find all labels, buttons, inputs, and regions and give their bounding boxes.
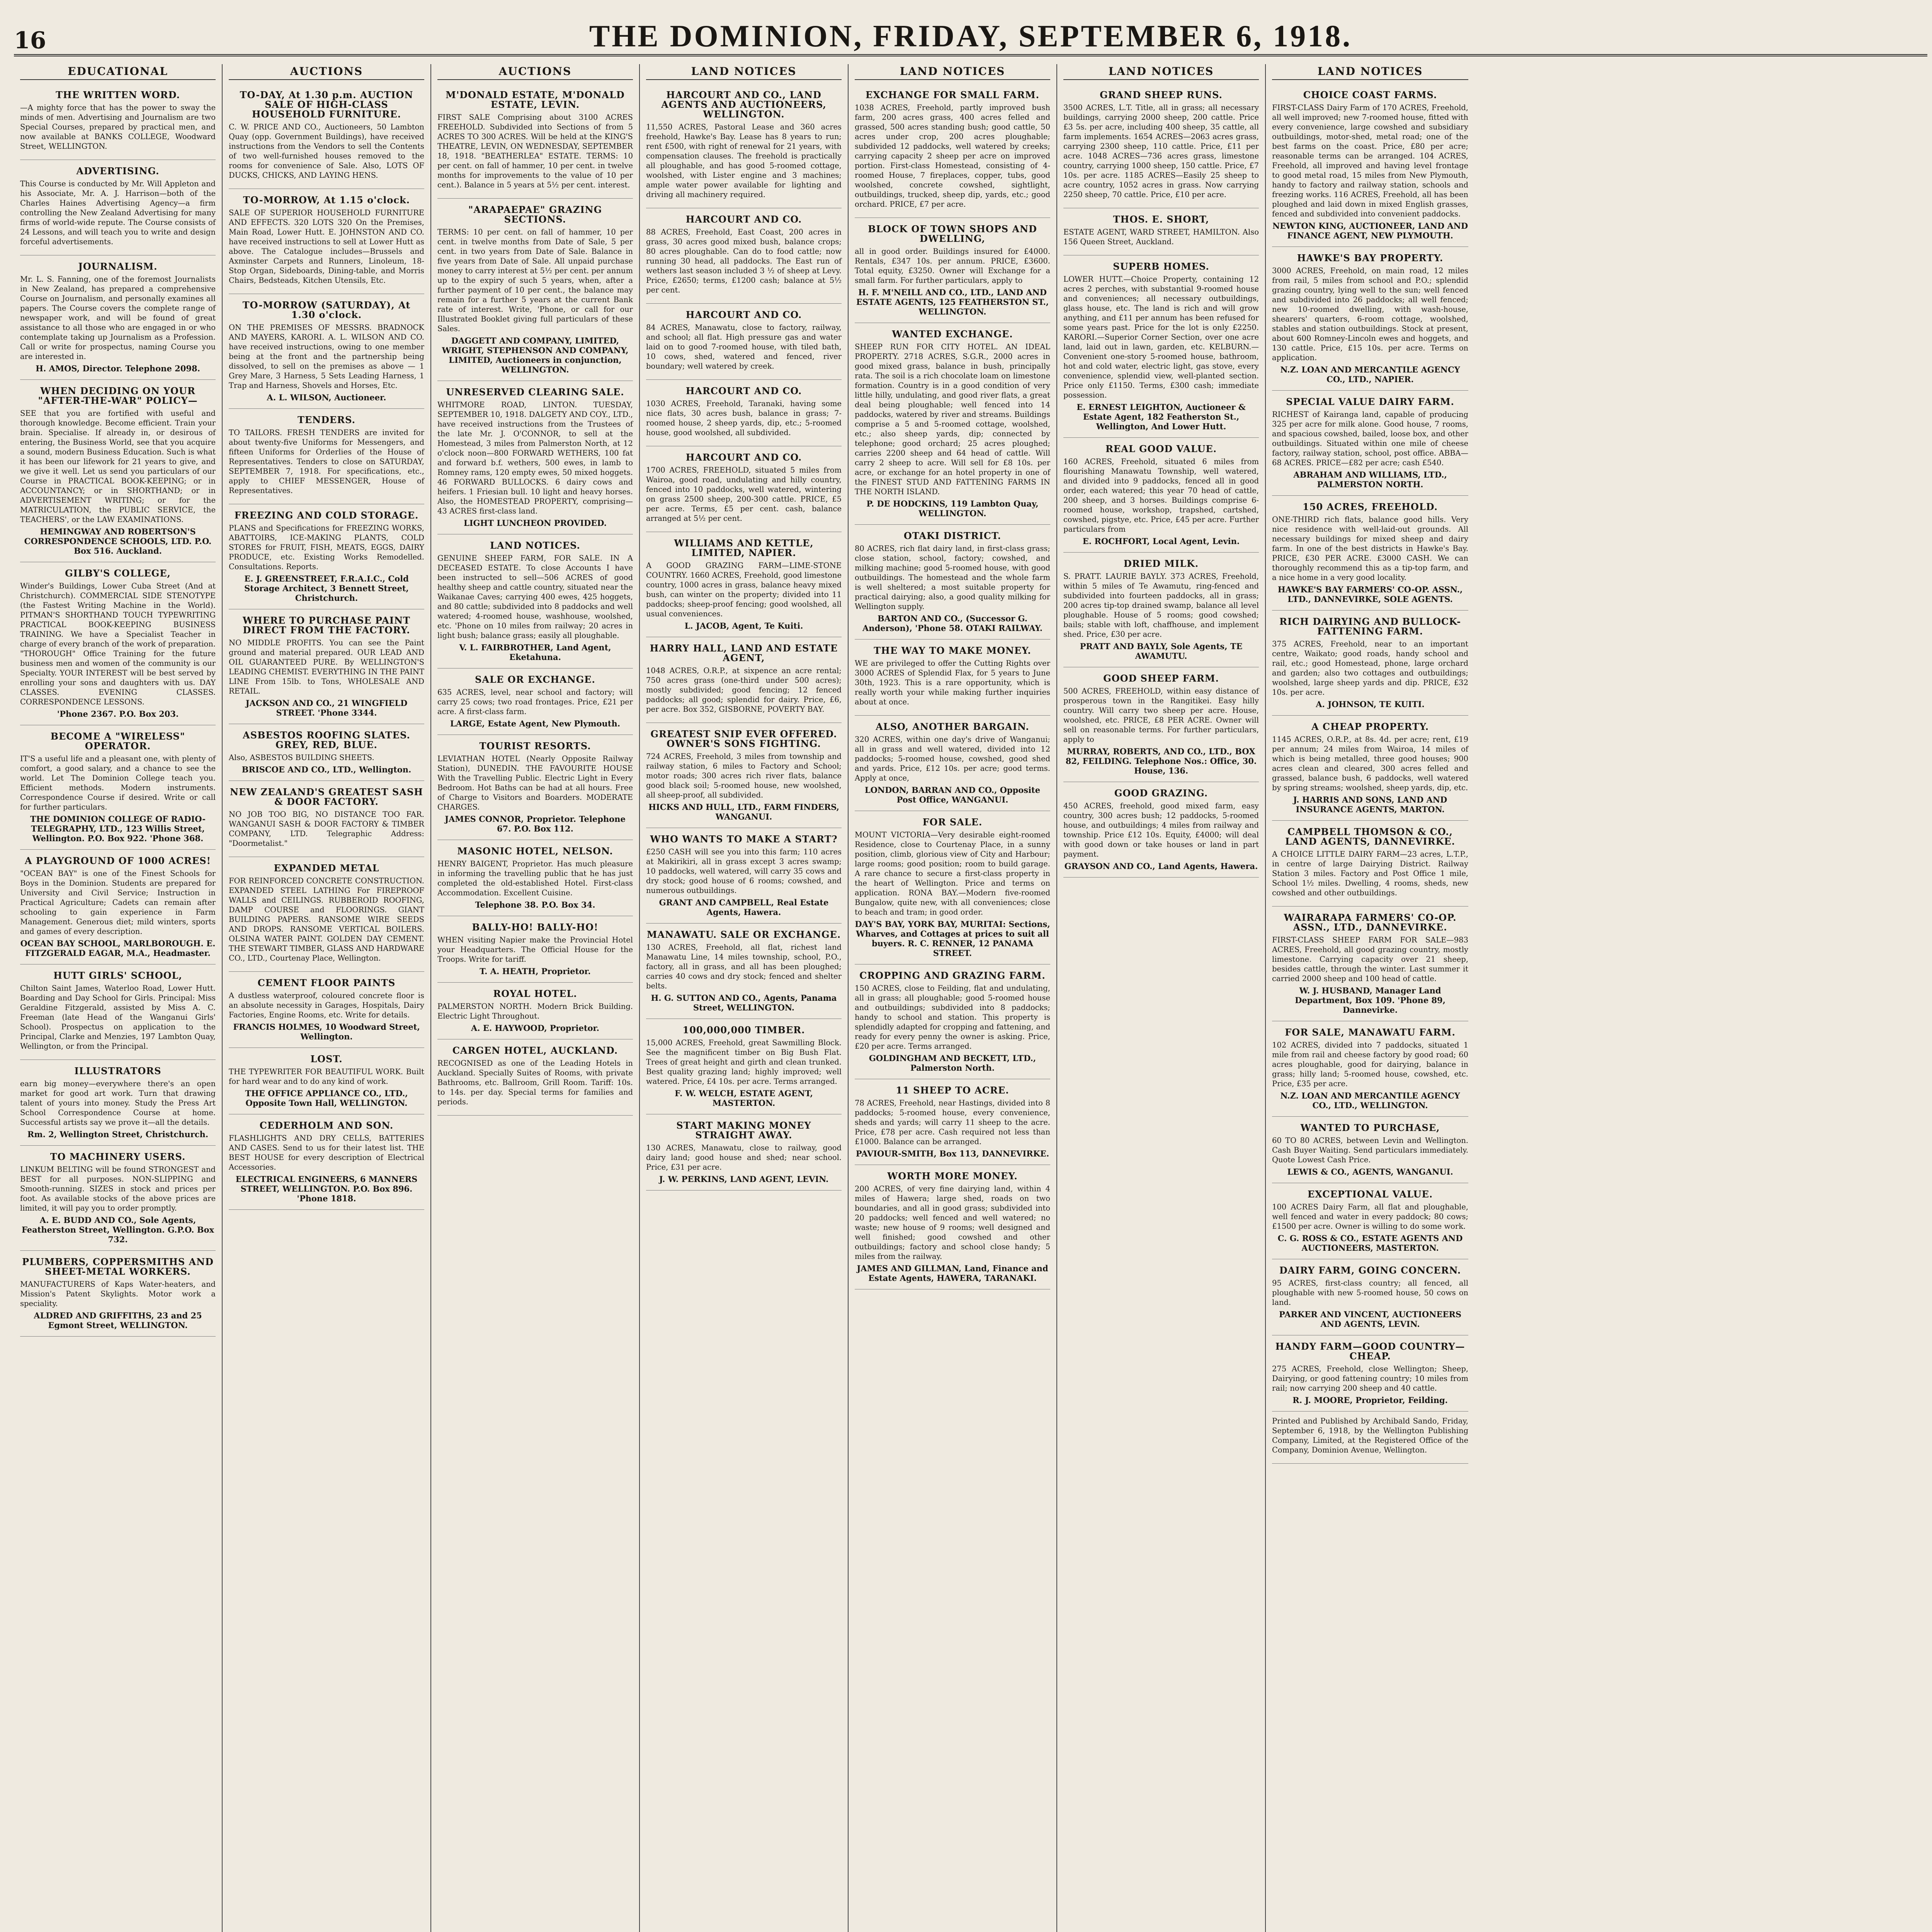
advertisement xyxy=(20,725,216,850)
ad-signature: E. J. GREENSTREET, F.R.A.I.C., Cold Storage Architect, 3 Bennett Street, Christchurch. xyxy=(244,574,409,603)
ad-signature: THE DOMINION COLLEGE OF RADIO-TELEGRAPHY, LTD., 123 Willis Street, Wellington. P.O. Box 922. 'Phone 368. xyxy=(30,814,206,843)
masthead xyxy=(14,8,1927,56)
column-4 xyxy=(640,64,849,1932)
ad-signature: FRANCIS HOLMES, 10 Woodward Street, Wellington. xyxy=(233,1022,420,1041)
ad-title: FOR SALE. xyxy=(922,816,983,828)
ad-title: WANTED EXCHANGE. xyxy=(892,328,1013,340)
ad-title: FREEZING AND COLD STORAGE. xyxy=(234,510,419,521)
ad-signature: F. W. WELCH, ESTATE AGENT, MASTERTON. xyxy=(675,1088,813,1108)
column-heading: LAND NOTICES xyxy=(1063,64,1259,80)
ad-title: WHEN DECIDING ON YOUR "AFTER-THE-WAR" POLICY— xyxy=(38,385,198,406)
ad-body: C. W. PRICE AND CO., Auctioneers, 50 Lambton Quay (opp. Government Buildings), have received instructions from the Vendors to sell the Contents of two well-furnished houses removed to the rooms for convenience of Sale. Also, LOTS OF DUCKS, CHICKS, AND LAYING HENS. xyxy=(229,122,424,180)
ad-title: TENDERS. xyxy=(298,414,355,425)
ad-signature: C. G. ROSS & CO., ESTATE AGENTS AND AUCTIONEERS, MASTERTON. xyxy=(1277,1233,1463,1253)
ad-body: This Course is conducted by Mr. Will Appleton and his Associate, Mr. A. J. Harrison—both of the Charles Haines Advertising Agency—a firm controlling the New Zealand Advertising for many firms of world-wide repute. The Course consists of 24 Lessons, and will teach you to write and design forceful advertisements. xyxy=(20,179,216,246)
ad-body: LOWER HUTT.—Choice Property, containing 12 acres 2 perches, with substantial 9-roomed house and conveniences; all necessary outbuildings, glass house, etc. The land is rich and will grow anything, and £11 per annum has been refused for some years past. Price for the lot is only £2250. KARORI.—Superior Corner Section, over one acre land, laid out in lawn, garden, etc. KELBURN.—Convenient one-story 5-roomed house, bathroom, hot and cold water, electric light, gas stove, every convenience, splendid view, well-planted section. Price only £1150. Terms, £300 cash; immediate possession. xyxy=(1063,275,1259,400)
ad-title: WAIRARAPA FARMERS' CO-OP. ASSN., LTD., DANNEVIRKE. xyxy=(1284,912,1457,933)
advertisement xyxy=(1063,208,1259,255)
ad-signature: E. ERNEST LEIGHTON, Auctioneer & Estate Agent, 182 Featherston St., Wellington, And Lower Hutt. xyxy=(1077,402,1246,431)
ad-body: 200 ACRES, of very fine dairying land, within 4 miles of Hawera; large shed, roads on two boundaries, and all in good grass; subdivided into 20 paddocks; well fenced and well watered; no waste; new house of 9 rooms; well designed and well finished; good cowshed and other outbuildings; factory and school close handy; 5 miles from the railway. xyxy=(855,1184,1050,1261)
ad-body: 60 TO 80 ACRES, between Levin and Wellington. Cash Buyer Waiting. Send particulars immediately. Quote Lowest Cash Price. xyxy=(1272,1136,1468,1164)
ad-title: THE WAY TO MAKE MONEY. xyxy=(874,645,1031,656)
ad-body: A GOOD GRAZING FARM—LIME-STONE COUNTRY. 1660 ACRES, Freehold, good limestone country, 1000 acres in grass, balance heavy mixed bush, can winter on the property; divided into 11 paddocks; sheep-proof fencing; good woolshed, all usual conveniences. xyxy=(646,561,842,618)
ad-title: HARRY HALL, LAND AND ESTATE AGENT, xyxy=(650,643,838,663)
ad-signature: BARTON AND CO., (Successor G. Anderson), 'Phone 58. OTAKI RAILWAY. xyxy=(862,614,1043,633)
ad-signature: ELECTRICAL ENGINEERS, 6 MANNERS STREET, WELLINGTON. P.O. Box 896. 'Phone 1818. xyxy=(235,1174,418,1203)
ad-body: 11,550 ACRES, Pastoral Lease and 360 acres freehold, Hawke's Bay. Lease has 8 years to run; rent £500, with right of renewal for 21 years, with compensation clauses. The freehold is practically all ploughable, and has good 5-roomed cottage, woolshed, with Lister engine and 3 machines; ample water power available for lighting and driving all machinery required. xyxy=(646,122,842,199)
advertisement xyxy=(20,160,216,255)
advertisement xyxy=(229,84,424,189)
ad-signature: NEWTON KING, AUCTIONEER, LAND AND FINANCE AGENT, NEW PLYMOUTH. xyxy=(1272,221,1468,240)
ad-body: 130 ACRES, Freehold, all flat, richest land Manawatu Line, 14 miles township, school, P.O., factory, all in grass, and all has been ploughed; carries 40 cows and dry stock; fenced and shelter belts. xyxy=(646,943,842,990)
ad-signature: H. G. SUTTON AND CO., Agents, Panama Street, WELLINGTON. xyxy=(651,993,837,1012)
ad-body: 1030 ACRES, Freehold, Taranaki, having some nice flats, 30 acres bush, balance in grass; 7-roomed house, 2 sheep yards, dip, etc.; 5-roomed house, good woolshed, all subdivided. xyxy=(646,399,842,437)
ad-title: THOS. E. SHORT, xyxy=(1113,214,1209,225)
ad-title: "ARAPAEPAE" GRAZING SECTIONS. xyxy=(468,204,602,225)
ad-body: 88 ACRES, Freehold, East Coast, 200 acres in grass, 30 acres good mixed bush, balance crops; 80 acres ploughable. Can do to food cattle; now running 30 head, all paddocks. The East run of wethers last season included 3 ½ of sheep at Levy. Price, £2650; terms, £1200 cash; balance at 5½ per cent. xyxy=(646,228,842,294)
advertisement xyxy=(1063,84,1259,208)
ad-body: 1038 ACRES, Freehold, partly improved bush farm, 200 acres grass, 400 acres felled and grassed, 500 acres standing bush; good cattle, 50 acres under crop, 200 acres ploughable; subdivided 12 paddocks, well watered by creeks; carrying capacity 2 sheep per acre on improved portion. First-class Homestead, consisting of 4-roomed House, 7 fireplaces, copper, tubs, good woolshed, concrete cowshed, sightlight, outbuildings, trucked, sheep dip, yards, etc.; good orchard. PRICE, £7 per acre. xyxy=(855,103,1050,209)
advertisement xyxy=(855,964,1050,1079)
ad-body: —A mighty force that has the power to sway the minds of men. Advertising and Journalism are two Special Courses, prepared by practical men, and now available at BANKS COLLEGE, Woodward Street, WELLINGTON. xyxy=(20,103,216,151)
ad-body: 375 ACRES, Freehold, near to an important centre, Waikato; good roads, handy school and rail, etc.; good Homestead, phone, large orchard and garden; also two cottages and outbuildings; woolshed, large sheep yards and dip. PRICE, £32 10s. per acre. xyxy=(1272,639,1468,697)
advertisement xyxy=(855,525,1050,639)
ad-title: HARCOURT AND CO., LAND AGENTS AND AUCTIONEERS, WELLINGTON. xyxy=(661,89,827,120)
advertisement xyxy=(20,850,216,964)
ad-title: CARGEN HOTEL, AUCKLAND. xyxy=(452,1045,618,1056)
advertisement xyxy=(437,534,633,668)
ad-body: TO TAILORS. FRESH TENDERS are invited for about twenty-five Uniforms for Messengers, and fifteen Uniforms for Orderlies of the House of Representatives. Tenders to close on SATURDAY, SEPTEMBER 7, 1918. For specifications, etc., apply to CHIEF MESSENGER, House of Representatives. xyxy=(229,428,424,495)
advertisement xyxy=(229,857,424,972)
ad-title: MASONIC HOTEL, NELSON. xyxy=(457,845,613,857)
ad-signature: L. JACOB, Agent, Te Kuiti. xyxy=(684,621,803,631)
ad-body: NO MIDDLE PROFITS. You can see the Paint ground and material prepared. OUR LEAD AND OIL GUARANTEED PURE. By WELLINGTON'S LEADING CHEMIST. EVERYTHING IN THE PAINT LINE From 15lb. to Tons, WHOLESALE AND RETAIL. xyxy=(229,638,424,696)
advertisement xyxy=(229,409,424,504)
advertisement xyxy=(646,723,842,828)
ad-title: EXCEPTIONAL VALUE. xyxy=(1307,1189,1433,1200)
ad-title: JOURNALISM. xyxy=(78,261,158,272)
column-grid xyxy=(14,64,1927,1932)
advertisement xyxy=(1063,553,1259,667)
ad-body: 1700 ACRES, FREEHOLD, situated 5 miles from Wairoa, good road, undulating and hilly country, fenced into 10 paddocks, well watered, wintering on grass 2500 sheep, 200-300 cattle. PRICE, £5 per acre. Terms, £5 per cent. cash, balance arranged at 5½ per cent. xyxy=(646,466,842,523)
advertisement xyxy=(646,304,842,380)
ad-signature: JACKSON AND CO., 21 WINGFIELD STREET. 'Phone 3344. xyxy=(245,698,408,718)
advertisement xyxy=(646,1019,842,1114)
advertisement xyxy=(1272,1259,1468,1335)
ad-signature: PRATT AND BAYLY, Sole Agents, TE AWAMUTU. xyxy=(1080,641,1243,661)
ad-signature: J. HARRIS AND SONS, LAND AND INSURANCE AGENTS, MARTON. xyxy=(1293,795,1447,814)
ad-signature: PARKER AND VINCENT, AUCTIONEERS AND AGENTS, LEVIN. xyxy=(1279,1310,1462,1329)
newspaper-title: THE DOMINION, FRIDAY, SEPTEMBER 6, 1918. xyxy=(589,19,1352,53)
ad-signature: N.Z. LOAN AND MERCANTILE AGENCY CO., LTD., WELLINGTON. xyxy=(1280,1091,1460,1110)
ad-body: FLASHLIGHTS AND DRY CELLS, BATTERIES AND CASES. Send to us for their latest list. THE BEST HOUSE for every description of Electrical Accessories. xyxy=(229,1134,424,1172)
ad-title: ASBESTOS ROOFING SLATES. GREY, RED, BLUE. xyxy=(243,730,410,750)
ad-body: LEVIATHAN HOTEL (Nearly Opposite Railway Station), DUNEDIN. THE FAVOURITE HOUSE With the Travelling Public. Electric Light in Every Bedroom. Hot Baths can be had at all hours. Free of Charge to Visitors and Boarders. MODERATE CHARGES. xyxy=(437,754,633,811)
advertisement xyxy=(229,1048,424,1114)
ad-title: BECOME A "WIRELESS" OPERATOR. xyxy=(50,731,185,752)
ad-signature: W. J. HUSBAND, Manager Land Department, Box 109. 'Phone 89, Dannevirke. xyxy=(1295,986,1446,1015)
ad-body: HENRY BAIGENT, Proprietor. Has much pleasure in informing the travelling public that he has just completed the old-established Hotel. First-class Accommodation. Excellent Cuisine. xyxy=(437,859,633,897)
ad-title: UNRESERVED CLEARING SALE. xyxy=(446,386,624,398)
ad-title: CAMPBELL THOMSON & CO., LAND AGENTS, DANNEVIRKE. xyxy=(1285,826,1455,847)
ad-body: "OCEAN BAY" is one of the Finest Schools for Boys in the Dominion. Students are prepared for University and Civil Service; Instruction in Practical Agriculture; Cadets can remain after schooling to gain experience in Farm Management. Generous diet; mild winters, sports and games of every description. xyxy=(20,869,216,936)
ad-title: WANTED TO PURCHASE, xyxy=(1300,1122,1440,1133)
advertisement xyxy=(855,1165,1050,1289)
advertisement xyxy=(437,840,633,916)
ad-body: FIRST-CLASS SHEEP FARM FOR SALE—983 ACRES, Freehold, all good grazing country, mostly limestone. Carrying capacity over 21 sheep, besides cattle, through the winter. Last summer it carried 2000 sheep and 100 head of cattle. xyxy=(1272,935,1468,983)
ad-title: WHO WANTS TO MAKE A START? xyxy=(650,833,838,845)
ad-title: DRIED MILK. xyxy=(1123,558,1199,569)
advertisement xyxy=(1063,782,1259,878)
ad-title: WHERE TO PURCHASE PAINT DIRECT FROM THE FACTORY. xyxy=(243,615,410,636)
advertisement xyxy=(1272,1335,1468,1412)
ad-signature: H. F. M'NEILL AND CO., LTD., LAND AND ESTATE AGENTS, 125 FEATHERSTON ST., WELLINGTON. xyxy=(856,287,1049,316)
ad-title: LOST. xyxy=(310,1053,343,1065)
advertisement xyxy=(855,639,1050,716)
advertisement xyxy=(646,446,842,532)
ad-signature: OCEAN BAY SCHOOL, MARLBOROUGH. E. FITZGERALD EAGAR, M.A., Headmaster. xyxy=(20,939,216,958)
ad-title: ALSO, ANOTHER BARGAIN. xyxy=(876,721,1029,732)
ad-title: SALE OR EXCHANGE. xyxy=(475,674,595,685)
ad-title: GILBY'S COLLEGE, xyxy=(65,568,171,579)
ad-body: WHITMORE ROAD, LINTON. TUESDAY, SEPTEMBER 10, 1918. DALGETY AND COY., LTD., have received instructions from the Trustees of the late Mr. J. O'CONNOR, to sell at the Homestead, 3 miles from Palmerston North, at 12 o'clock noon—800 FORWARD WETHERS, 100 fat and forward b.f. wethers, 500 ewes, in lamb to Romney rams, 120 empty ewes, 50 mixed hoggets. 46 FORWARD BULLOCKS. 6 dairy cows and heifers. 1 Friesian bull. 10 light and heavy horses. Also, the HOMESTEAD PROPERTY, comprising—43 ACRES first-class land. xyxy=(437,400,633,515)
ad-title: HARCOURT AND CO. xyxy=(685,214,802,225)
column-heading: AUCTIONS xyxy=(229,64,424,80)
ad-signature: GRANT AND CAMPBELL, Real Estate Agents, Hawera. xyxy=(659,898,829,917)
ad-body: PLANS and Specifications for FREEZING WORKS, ABATTOIRS, ICE-MAKING PLANTS, COLD STORES for FRUIT, FISH, MEATS, EGGS, DAIRY PRODUCE, etc. Existing Works Remodelled. Consultations. Reports. xyxy=(229,524,424,571)
page-number: 16 xyxy=(14,27,46,54)
advertisement xyxy=(229,1114,424,1210)
ad-title: HAWKE'S BAY PROPERTY. xyxy=(1297,252,1444,264)
ad-title: 150 ACRES, FREEHOLD. xyxy=(1303,501,1438,512)
ad-signature: A. E. HAYWOOD, Proprietor. xyxy=(471,1023,599,1033)
column-heading: LAND NOTICES xyxy=(855,64,1050,80)
advertisement xyxy=(1272,1117,1468,1183)
ad-title: CEMENT FLOOR PAINTS xyxy=(257,977,396,988)
ad-signature: N.Z. LOAN AND MERCANTILE AGENCY CO., LTD., NAPIER. xyxy=(1280,365,1460,384)
ad-title: DAIRY FARM, GOING CONCERN. xyxy=(1279,1265,1461,1276)
ad-title: A PLAYGROUND OF 1000 ACRES! xyxy=(24,855,211,866)
advertisement xyxy=(20,1146,216,1251)
advertisement xyxy=(229,504,424,609)
ad-signature: LIGHT LUNCHEON PROVIDED. xyxy=(463,518,607,528)
ad-title: OTAKI DISTRICT. xyxy=(903,530,1002,541)
ad-signature: T. A. HEATH, Proprietor. xyxy=(480,966,591,976)
advertisement xyxy=(1063,255,1259,438)
advertisement xyxy=(229,781,424,857)
ad-title: RICH DAIRYING AND BULLOCK-FATTENING FARM. xyxy=(1279,616,1461,637)
ad-title: EXPANDED METAL xyxy=(274,862,379,874)
advertisement xyxy=(20,1060,216,1146)
ad-body: 78 ACRES, Freehold, near Hastings, divided into 8 paddocks; 5-roomed house, every convenience, sheds and yards; will carry 11 sheep to the acre. Price, £78 per acre. Cash required not less than £1000. Balance can be arranged. xyxy=(855,1099,1050,1146)
advertisement xyxy=(229,972,424,1048)
ad-body: 95 ACRES, first-class country; all fenced, all ploughable with new 5-roomed house, 50 cows on land. xyxy=(1272,1279,1468,1307)
ad-body: 150 ACRES, close to Feilding, flat and undulating, all in grass; all ploughable; good 5-roomed house and outbuildings; subdivided into 8 paddocks; handy to school and station. This property is splendidly adapted for cropping and fattening, and ready for every penny the owner is asking. Price, £20 per acre. Terms arranged. xyxy=(855,984,1050,1051)
advertisement xyxy=(437,983,633,1039)
advertisement xyxy=(646,1114,842,1190)
advertisement xyxy=(1272,821,1468,906)
advertisement xyxy=(229,189,424,294)
advertisement xyxy=(437,199,633,381)
ad-title: LAND NOTICES. xyxy=(490,540,580,551)
ad-body: £250 CASH will see you into this farm; 110 acres at Makirikiri, all in grass except 3 acres swamp; 10 paddocks, well watered, will carry 35 cows and dry stock; good house of 6 rooms; cowshed, and numerous outbuildings. xyxy=(646,847,842,895)
ad-signature: LEWIS & CO., AGENTS, WANGANUI. xyxy=(1287,1167,1453,1177)
ad-body: Printed and Published by Archibald Sando, Friday, September 6, 1918, by the Wellington Publishing Company, Limited, at the Registered Office of the Company, Dominion Avenue, Wellington. xyxy=(1272,1417,1468,1454)
ad-signature: LONDON, BARRAN AND CO., Opposite Post Office, WANGANUI. xyxy=(864,785,1041,804)
ad-title: BLOCK OF TOWN SHOPS AND DWELLING, xyxy=(868,223,1037,244)
ad-body: 3000 ACRES, Freehold, on main road, 12 miles from rail, 5 miles from school and P.O.; splendid grazing country, lying well to the sun; well fenced and subdivided into 26 paddocks; all well fenced; new 10-roomed dwelling, with wash-house, shearers' quarters, 6-room cottage, woolshed, stables and station outbuildings. Stock at present, about 600 Romney-Lincoln ewes and hoggets, and 130 cattle. Price, £15 10s. per acre. Terms on application. xyxy=(1272,266,1468,362)
ad-signature: 'Phone 2367. P.O. Box 203. xyxy=(57,709,179,719)
advertisement xyxy=(20,84,216,160)
advertisement xyxy=(1272,611,1468,716)
ad-body: A dustless waterproof, coloured concrete floor is an absolute necessity in Garages, Hospitals, Dairy Factories, Engine Rooms, etc. Write for details. xyxy=(229,991,424,1019)
ad-title: HARCOURT AND CO. xyxy=(685,385,802,396)
ad-signature: E. ROCHFORT, Local Agent, Levin. xyxy=(1082,536,1240,546)
ad-signature: Rm. 2, Wellington Street, Christchurch. xyxy=(27,1129,209,1139)
advertisement xyxy=(437,916,633,983)
ad-body: RICHEST of Kairanga land, capable of producing 325 per acre for milk alone. Good house, 7 rooms, and spacious cowshed, bailed, loose box, and other outbuildings. Situated within one mile of cheese factory, railway station, school, post office. ABBA—68 ACRES. PRICE—£82 per acre; cash £540. xyxy=(1272,410,1468,467)
advertisement xyxy=(1063,438,1259,553)
ad-signature: A. E. BUDD AND CO., Sole Agents, Featherston Street, Wellington. G.P.O. Box 732. xyxy=(21,1215,214,1244)
ad-signature: P. DE HODCKINS, 119 Lambton Quay, WELLINGTON. xyxy=(866,499,1039,518)
ad-body: SALE OF SUPERIOR HOUSEHOLD FURNITURE AND EFFECTS. 320 LOTS 320 On the Premises, Main Road, Lower Hutt. E. JOHNSTON AND CO. have received instructions to sell at Lower Hutt as above. The Catalogue includes—Brussels and Axminster Carpets and Runners, Linoleum, 18-Stop Organ, Sideboards, Dining-table, and Morris Chairs, Bedsteads, Kitchen Utensils, Etc. xyxy=(229,208,424,285)
advertisement xyxy=(855,811,1050,964)
ad-body: WE are privileged to offer the Cutting Rights over 3000 ACRES of Splendid Flax, for 5 years to June 30th, 1923. This is a rare opportunity, which is really worth your while making further inquiries about at once. xyxy=(855,659,1050,706)
ad-body: all in good order. Buildings insured for £4000. Rentals, £347 10s. per annum. PRICE, £3600. Total equity, £3250. Owner will Exchange for a small farm. For further particulars, apply to xyxy=(855,247,1050,285)
ad-body: Chilton Saint James, Waterloo Road, Lower Hutt. Boarding and Day School for Girls. Principal: Miss Geraldine Fitzgerald, assisted by Miss A. C. Freeman (late Head of the Wanganui Girls' School). Prospectus on application to the Principal, Clarke and Menzies, 197 Lambton Quay, Wellington, or from the Principal. xyxy=(20,984,216,1051)
ad-signature: HAWKE'S BAY FARMERS' CO-OP. ASSN., LTD., DANNEVIRKE, SOLE AGENTS. xyxy=(1277,585,1463,604)
column-3 xyxy=(431,64,640,1932)
ad-title: M'DONALD ESTATE, M'DONALD ESTATE, LEVIN. xyxy=(446,89,625,110)
ad-title: CHOICE COAST FARMS. xyxy=(1303,89,1437,100)
advertisement xyxy=(20,562,216,725)
ad-body: LINKUM BELTING will be found STRONGEST and BEST for all purposes. NON-SLIPPING and Smooth-running. SIZES in stock and prices per foot. As available stocks of the above prices are limited, it will pay you to order promptly. xyxy=(20,1165,216,1213)
ad-signature: Telephone 38. P.O. Box 34. xyxy=(475,900,595,910)
ad-title: GRAND SHEEP RUNS. xyxy=(1100,89,1223,100)
ad-title: HANDY FARM—GOOD COUNTRY—CHEAP. xyxy=(1275,1341,1465,1362)
advertisement xyxy=(646,828,842,923)
ad-signature: BRISCOE AND CO., LTD., Wellington. xyxy=(242,765,412,774)
advertisement xyxy=(1272,496,1468,611)
advertisement xyxy=(646,532,842,637)
ad-body: 102 ACRES, divided into 7 paddocks, situated 1 mile from rail and cheese factory by good road; 60 acres ploughable, good for dairying, balance in grass; hilly land; 5-roomed house, cowshed, etc. Price, £35 per acre. xyxy=(1272,1041,1468,1088)
ad-body: MANUFACTURERS of Kaps Water-heaters, and Mission's Patent Skylights. Motor work a speciality. xyxy=(20,1280,216,1308)
ad-body: 15,000 ACRES, Freehold, great Sawmilling Block. See the magnificent timber on Big Bush Flat. Trees of great height and girth and clean trunked. Best quality grazing land; highly improved; well watered. Price, £4 10s. per acre. Terms arranged. xyxy=(646,1038,842,1086)
ad-body: GENUINE SHEEP FARM, FOR SALE. IN A DECEASED ESTATE. To close Accounts I have been instructed to sell—506 ACRES of good healthy sheep and cattle country, situated near the Waikanae Caves; carrying 400 ewes, 425 hoggets, and 80 cattle; subdivided into 8 paddocks and well watered; 4-roomed house, washhouse, woolshed, etc. 'Phone on 10 miles from railway; 20 acres in light bush; balance grass; easily all ploughable. xyxy=(437,554,633,640)
ad-body: 275 ACRES, Freehold, close Wellington; Sheep, Dairying, or good fattening country; 10 miles from rail; now carrying 200 sheep and 40 cattle. xyxy=(1272,1364,1468,1393)
advertisement xyxy=(437,1039,633,1116)
ad-title: TOURIST RESORTS. xyxy=(479,740,591,752)
advertisement xyxy=(1272,84,1468,247)
advertisement xyxy=(20,380,216,562)
advertisement xyxy=(646,923,842,1019)
ad-title: GOOD SHEEP FARM. xyxy=(1103,673,1219,684)
ad-title: THE WRITTEN WORD. xyxy=(56,89,180,100)
ad-body: NO JOB TOO BIG, NO DISTANCE TOO FAR. WANGANUI SASH & DOOR FACTORY & TIMBER COMPANY, LTD. Telegraphic Address: "Doormetalist." xyxy=(229,810,424,848)
ad-body: 100 ACRES Dairy Farm, all flat and ploughable, well fenced and water in every paddock; 80 cows; £1500 per acre. Owner is willing to do some work. xyxy=(1272,1202,1468,1231)
ad-body: Winder's Buildings, Lower Cuba Street (And at Christchurch). COMMERCIAL SIDE STENOTYPE (the Fastest Writing Machine in the World). PITMAN'S SHORTHAND TOUCH TYPEWRITING PRACTICAL BOOK-KEEPING BUSINESS TRAINING. We have a Specialist Teacher in charge of every branch of the work of preparation. "THOROUGH" Office Training for the future business men and women of the community is our Specialty. YOUR INTEREST will be best served by enrolling your sons and daughters with us. DAY CLASSES. EVENING CLASSES. CORRESPONDENCE LESSONS. xyxy=(20,582,216,706)
advertisement xyxy=(229,609,424,724)
ad-signature: A. JOHNSON, TE KUITI. xyxy=(1316,699,1425,709)
ad-title: SPECIAL VALUE DAIRY FARM. xyxy=(1286,396,1454,407)
ad-body: TERMS: 10 per cent. on fall of hammer, 10 per cent. in twelve months from Date of Sale, 5 per cent. in two years from Date of Sale. Balance in five years from Date of Sale. All unpaid purchase money to carry interest at 5½ per cent. per annum up to the expiry of such 5 years, when, after a further payment of 10 per cent., the balance may remain for a further 5 years at the current Bank rate of interest. Write, 'Phone, or call for our Illustrated Booklet giving full particulars of these Sales. xyxy=(437,228,633,333)
column-heading: LAND NOTICES xyxy=(1272,64,1468,80)
column-7 xyxy=(1266,64,1475,1932)
advertisement xyxy=(646,208,842,304)
column-1 xyxy=(14,64,223,1932)
ad-body: 320 ACRES, within one day's drive of Wanganui; all in grass and well watered, divided into 12 paddocks; 5-roomed house, cowshed, good shed and yards. Price, £12 10s. per acre; good terms. Apply at once, xyxy=(855,735,1050,782)
advertisement xyxy=(1272,391,1468,496)
advertisement xyxy=(437,668,633,735)
ad-body: 84 ACRES, Manawatu, close to factory, railway, and school; all flat. High pressure gas and water laid on to good 7-roomed house, with tiled bath, 10 cows, shed, watered and fenced, river boundary; well watered by creek. xyxy=(646,323,842,371)
ad-title: ROYAL HOTEL. xyxy=(493,988,577,999)
column-6 xyxy=(1057,64,1266,1932)
advertisement xyxy=(646,380,842,446)
ad-signature: DAGGETT AND COMPANY, LIMITED, WRIGHT, STEPHENSON AND COMPANY, LIMITED, Auctioneers in conjunction, WELLINGTON. xyxy=(442,336,629,374)
ad-signature: DAY'S BAY, YORK BAY, MURITAI: Sections, Wharves, and Cottages at prices to suit all buyers. R. C. RENNER, 12 PANAMA STREET. xyxy=(855,919,1050,958)
advertisement xyxy=(855,1079,1050,1165)
ad-title: A CHEAP PROPERTY. xyxy=(1311,721,1429,732)
ad-title: GREATEST SNIP EVER OFFERED. OWNER'S SONS FIGHTING. xyxy=(650,728,837,749)
ad-body: 1048 ACRES, O.R.P., at sixpence an acre rental; 750 acres grass (one-third under 500 acres); mostly subdivided; good fencing; 12 fenced paddocks; all good; splendid for dairy. Price, £6, per acre. Box 352, GISBORNE, POVERTY BAY. xyxy=(646,666,842,714)
advertisement xyxy=(229,724,424,781)
ad-title: HARCOURT AND CO. xyxy=(685,452,802,463)
ad-body: THE TYPEWRITER FOR BEAUTIFUL WORK. Built for hard wear and to do any kind of work. xyxy=(229,1067,424,1086)
ad-body: ON THE PREMISES OF MESSRS. BRADNOCK AND MAYERS, KARORI. A. L. WILSON AND CO. have received instructions, owing to one member being at the front and the partnership being dissolved, to sell on the premises as above — 1 Grey Mare, 3 Harness, 5 Sets Leading Harness, 1 Trap and Harness, Shovels and Horses, Etc. xyxy=(229,323,424,390)
ad-title: WILLIAMS AND KETTLE, LIMITED, NAPIER. xyxy=(674,537,814,558)
advertisement xyxy=(1272,1412,1468,1464)
ad-title: START MAKING MONEY STRAIGHT AWAY. xyxy=(676,1120,811,1141)
ad-signature: GRAYSON AND CO., Land Agents, Hawera. xyxy=(1064,861,1258,871)
ad-title: 100,000,000 TIMBER. xyxy=(682,1024,805,1036)
column-2 xyxy=(223,64,431,1932)
ad-title: REAL GOOD VALUE. xyxy=(1105,443,1217,454)
ad-signature: A. L. WILSON, Auctioneer. xyxy=(267,393,386,402)
ad-signature: HICKS AND HULL, LTD., FARM FINDERS, WANGANUI. xyxy=(648,802,839,821)
ad-signature: MURRAY, ROBERTS, AND CO., LTD., BOX 82, FEILDING. Telephone Nos.: Office, 30. House, 136. xyxy=(1065,747,1257,776)
ad-body: Also, ASBESTOS BUILDING SHEETS. xyxy=(229,753,374,762)
advertisement xyxy=(437,735,633,840)
advertisement xyxy=(1063,667,1259,782)
advertisement xyxy=(855,84,1050,218)
ad-body: 130 ACRES, Manawatu, close to railway, good dairy land; good house and shed; near school. Price, £31 per acre. xyxy=(646,1143,842,1172)
ad-signature: R. J. MOORE, Proprietor, Feilding. xyxy=(1293,1395,1448,1405)
ad-body: FOR REINFORCED CONCRETE CONSTRUCTION. EXPANDED STEEL LATHING For FIREPROOF WALLS and CEILINGS. RUBBEROID ROOFING, DAMP COURSE and FLOORINGS. GIANT BUILDING PAPERS. RANSOME WIRE SEEDS AND DROPS. RANSOME VERTICAL BOILERS. OLSINA WATER PAINT. GOLDEN DAY CEMENT. THE STEWART TIMBER, GLASS AND HARDWARE CO., LTD., Courtenay Place, Wellington. xyxy=(229,876,424,963)
ad-body: 3500 ACRES, L.T. Title, all in grass; all necessary buildings, carrying 2000 sheep, 200 cattle. Price £3 5s. per acre, including 400 sheep, 35 cattle, all farm implements. 1654 ACRES—2063 acres grass, carrying 2300 sheep, 110 cattle. Price, £11 per acre. 1048 ACRES—736 acres grass, limestone country, carrying 1000 sheep, 150 cattle. Price, £7 10s. per acre. 1185 ACRES—Easily 25 sheep to acre country, 1052 acres in grass. Now carrying 2250 sheep, 70 cattle. Price, £10 per acre. xyxy=(1063,103,1259,199)
ad-title: FOR SALE, MANAWATU FARM. xyxy=(1285,1027,1456,1038)
column-heading: EDUCATIONAL xyxy=(20,64,216,80)
ad-body: ESTATE AGENT, WARD STREET, HAMILTON. Also 156 Queen Street, Auckland. xyxy=(1063,228,1259,246)
ad-body: PALMERSTON NORTH. Modern Brick Building. Electric Light Throughout. xyxy=(437,1002,633,1020)
ad-signature: GOLDINGHAM AND BECKETT, LTD., Palmerston North. xyxy=(869,1053,1036,1073)
advertisement xyxy=(1272,1021,1468,1117)
advertisement xyxy=(229,294,424,409)
ad-body: Mr. L. S. Fanning, one of the foremost Journalists in New Zealand, has prepared a comprehensive Course on Journalism, and personally examines all papers. The Course covers the complete range of newspaper work, and will be found of great assistance to all those who are engaged in or who contemplate taking up Journalism as a Profession. Call or write for prospectus, naming Course you are interested in. xyxy=(20,275,216,361)
ad-signature: H. AMOS, Director. Telephone 2098. xyxy=(36,364,200,373)
ad-title: CROPPING AND GRAZING FARM. xyxy=(859,970,1046,981)
ad-signature: HEMINGWAY AND ROBERTSON'S CORRESPONDENCE SCHOOLS, LTD. P.O. Box 516. Auckland. xyxy=(24,527,212,556)
ad-title: MANAWATU. SALE OR EXCHANGE. xyxy=(646,929,841,940)
ad-signature: JAMES CONNOR, Proprietor. Telephone 67. P.O. Box 112. xyxy=(445,814,626,833)
column-5 xyxy=(849,64,1057,1932)
ad-title: CEDERHOLM AND SON. xyxy=(259,1120,394,1131)
ad-signature: ABRAHAM AND WILLIAMS, LTD., PALMERSTON NORTH. xyxy=(1293,470,1447,489)
ad-body: WHEN visiting Napier make the Provincial Hotel your Headquarters. The Official House for the Troops. Write for tariff. xyxy=(437,935,633,964)
ad-signature: LARGE, Estate Agent, New Plymouth. xyxy=(450,719,621,728)
advertisement xyxy=(1272,906,1468,1021)
ad-body: IT'S a useful life and a pleasant one, with plenty of comfort, a good salary, and a chance to see the world. Let The Dominion College teach you. Efficient methods. Modern instruments. Correspondence Course if desired. Write or call for further particulars. xyxy=(20,754,216,811)
ad-body: earn big money—everywhere there's an open market for good art work. Turn that drawing talent of yours into money. Study the Press Art School Correspondence Course at home. Successful artists say we prove it—all the details. xyxy=(20,1079,216,1127)
ad-signature: V. L. FAIRBROTHER, Land Agent, Eketahuna. xyxy=(459,643,611,662)
advertisement xyxy=(437,381,633,534)
advertisement xyxy=(437,84,633,199)
advertisement xyxy=(1272,716,1468,821)
advertisement xyxy=(20,1251,216,1337)
ad-title: GOOD GRAZING. xyxy=(1114,787,1208,799)
ad-body: 635 ACRES, level, near school and factory; will carry 25 cows; two road frontages. Price, £21 per acre. A first-class farm. xyxy=(437,688,633,716)
advertisement xyxy=(855,218,1050,323)
column-heading: LAND NOTICES xyxy=(646,64,842,80)
advertisement xyxy=(1272,1183,1468,1259)
ad-title: TO-MORROW, At 1.15 o'clock. xyxy=(243,194,410,206)
ad-body: SHEEP RUN FOR CITY HOTEL. AN IDEAL PROPERTY. 2718 ACRES, S.G.R., 2000 acres in good mixed grass, balance in bush, principally rata. The soil is a rich chocolate loam on limestone formation. Country is in a good condition of very little hilly, undulating, and good river flats, a great deal being ploughable; well fenced into 14 paddocks, watered by river and streams. Buildings comprise a 5 and 5-roomed cottage, woolshed, etc.; also sheep yards, dip; connected by telephone; good orchard; 25 acres ploughed; carries 2200 sheep and 64 head of cattle. Will carry 2 sheep to acre. Will sell for £8 10s. per acre, or exchange for an hotel property in one of the FINEST STUD AND FATTENING FARMS IN THE NORTH ISLAND. xyxy=(855,342,1050,496)
ad-title: NEW ZEALAND'S GREATEST SASH & DOOR FACTORY. xyxy=(230,786,423,807)
ad-signature: ALDRED AND GRIFFITHS, 23 and 25 Egmont Street, WELLINGTON. xyxy=(34,1311,202,1330)
ad-body: RECOGNISED as one of the Leading Hotels in Auckland. Specially Suites of Rooms, with private Bathrooms, etc. Ballroom, Grill Room. Tariff: 10s. to 14s. per day. Special terms for families and periods. xyxy=(437,1059,633,1106)
ad-title: TO MACHINERY USERS. xyxy=(50,1151,186,1162)
advertisement xyxy=(855,716,1050,811)
ad-title: 11 SHEEP TO ACRE. xyxy=(896,1085,1009,1096)
advertisement xyxy=(646,84,842,208)
ad-signature: THE OFFICE APPLIANCE CO., LTD., Opposite Town Hall, WELLINGTON. xyxy=(245,1088,408,1108)
ad-title: EXCHANGE FOR SMALL FARM. xyxy=(866,89,1039,100)
advertisement xyxy=(855,323,1050,525)
ad-body: 1145 ACRES, O.R.P., at 8s. 4d. per acre; rent, £19 per annum; 24 miles from Wairoa, 14 miles of which is being metalled, three good houses; 900 acres clean and cleared, 300 acres felled and grassed, balance bush, 6 paddocks, well watered by spring streams; woolshed, sheep yards, dip, etc. xyxy=(1272,735,1468,792)
ad-body: A CHOICE LITTLE DAIRY FARM—23 acres, L.T.P., in centre of large Dairying District. Railway Station 3 miles. Factory and Post Office 1 mile, School 1½ miles. Dwelling, 4 rooms, sheds, new cowshed and other outbuildings. xyxy=(1272,850,1468,897)
ad-body: FIRST SALE Comprising about 3100 ACRES FREEHOLD. Subdivided into Sections of from 5 ACRES TO 300 ACRES. Will be held at the KING'S THEATRE, LEVIN, ON WEDNESDAY, SEPTEMBER 18, 1918. "BEATHERLEA" ESTATE. TERMS: 10 per cent. on fall of hammer, 10 per cent. in twelve months for improvements to the value of 10 per cent.). Balance in 5 years at 5½ per cent. interest. xyxy=(437,113,633,189)
ad-body: MOUNT VICTORIA—Very desirable eight-roomed Residence, close to Courtenay Place, in a sunny position, climb, glorious view of City and Harbour; large rooms; good position; room to build garage. A rare chance to secure a first-class property in the heart of Wellington. Price and terms on application. RONA BAY.—Modern five-roomed Bungalow, quite new, with all conveniences; close to beach and tram; in good order. xyxy=(855,830,1050,917)
ad-title: PLUMBERS, COPPERSMITHS AND SHEET-METAL WORKERS. xyxy=(22,1256,214,1277)
ad-body: 80 ACRES, rich flat dairy land, in first-class grass; close station, school, factory; cowshed, and milking machine; good 5-roomed house, with good outbuildings. The homestead and the whole farm is well sheltered; a most suitable property for practical dairying; also, a good quality milking for Wellington supply. xyxy=(855,544,1050,611)
ad-title: HARCOURT AND CO. xyxy=(685,309,802,320)
advertisement xyxy=(20,964,216,1060)
ad-body: SEE that you are fortified with useful and thorough knowledge. Become efficient. Train your brain. Specialise. If already in, or desirous of entering, the Business World, see that you acquire a sound, modern Business Education. Such is what it has been our lifework for 21 years to give, and we give it well. Let us send you particulars of our Course in PRACTICAL BOOK-KEEPING; or in ACCOUNTANCY; or in SHORTHAND; or in ADVERTISEMENT WRITING; or for the MATRICULATION, the PUBLIC SERVICE, the TEACHERS', or the LAW EXAMINATIONS. xyxy=(20,409,216,524)
ad-signature: PAVIOUR-SMITH, Box 113, DANNEVIRKE. xyxy=(855,1149,1049,1158)
advertisement xyxy=(1272,247,1468,391)
ad-body: ONE-THIRD rich flats, balance good hills. Very nice residence with well-laid-out grounds. All necessary buildings for mixed sheep and dairy farm. In one of the best districts in Hawke's Bay. PRICE, £30 PER ACRE. £3000 CASH. We can thoroughly recommend this as a tip-top farm, and a nice home in a very good locality. xyxy=(1272,515,1468,582)
ad-body: 450 ACRES, freehold, good mixed farm, easy country, 300 acres bush; 12 paddocks, 5-roomed house, and outbuildings; 4 miles from railway and township. Price £12 10s. Equity, £4000; will deal with good down or take houses or land in part payment. xyxy=(1063,801,1259,859)
ad-title: WORTH MORE MONEY. xyxy=(887,1170,1018,1182)
ad-signature: J. W. PERKINS, LAND AGENT, LEVIN. xyxy=(659,1174,829,1184)
ad-title: TO-DAY, At 1.30 p.m. AUCTION SALE OF HIGH-CLASS HOUSEHOLD FURNITURE. xyxy=(240,89,413,120)
ad-title: SUPERB HOMES. xyxy=(1113,261,1209,272)
ad-title: ILLUSTRATORS xyxy=(74,1065,162,1077)
ad-body: S. PRATT. LAURIE BAYLY. 373 ACRES, Freehold, within 5 miles of Te Awamutu, ring-fenced and subdivided into fourteen paddocks, all in grass; 200 acres tip-top drained swamp, balance all level ploughable. House of 5 rooms; good cowshed; bails; stable with loft, chaffhouse, and implement shed. Price, £30 per acre. xyxy=(1063,572,1259,639)
advertisement xyxy=(20,255,216,380)
ad-title: BALLY-HO! BALLY-HO! xyxy=(472,922,599,933)
ad-body: 160 ACRES, Freehold, situated 6 miles from flourishing Manawatu Township, well watered, and divided into 9 paddocks, fenced all in good order, each watered; this year 70 head of cattle, 200 sheep, and 3 horses. Buildings comprise 6-roomed house, workshop, trapshed, cartshed, cowshed, pigstye, etc. Price, £45 per acre. Further particulars from xyxy=(1063,457,1259,534)
column-heading: AUCTIONS xyxy=(437,64,633,80)
ad-body: 724 ACRES, Freehold, 3 miles from township and railway station, 6 miles to Factory and School; motor roads; 300 acres rich river flats, balance good black soil; 5-roomed house, new woolshed, all sheep-proof, all subdivided. xyxy=(646,752,842,799)
ad-body: FIRST-CLASS Dairy Farm of 170 ACRES, Freehold, all well improved; new 7-roomed house, fitted with every convenience, large cowshed and subsidiary outbuildings, motor-shed, metal road; one of the best farms on the coast. Price, £80 per acre; reasonable terms can be arranged. 104 ACRES, Freehold, all improved and having level frontage to good metal road, 15 miles from New Plymouth, handy to factory and railway station, schools and freezing works. 116 ACRES, Freehold, all has been ploughed and laid down in mixed English grasses, fenced and subdivided into convenient paddocks. xyxy=(1272,103,1468,218)
ad-title: TO-MORROW (SATURDAY), At 1.30 o'clock. xyxy=(242,299,411,320)
ad-body: 500 ACRES, FREEHOLD, within easy distance of prosperous town in the Rangitikei. Easy hilly country. Will carry two sheep per acre. House, woolshed, etc. PRICE, £8 PER ACRE. Owner will sell on reasonable terms. For further particulars, apply to xyxy=(1063,687,1259,744)
ad-title: HUTT GIRLS' SCHOOL, xyxy=(53,970,182,981)
ad-title: ADVERTISING. xyxy=(76,165,160,177)
ad-signature: JAMES AND GILLMAN, Land, Finance and Estate Agents, HAWERA, TARANAKI. xyxy=(857,1264,1048,1283)
advertisement xyxy=(646,637,842,723)
